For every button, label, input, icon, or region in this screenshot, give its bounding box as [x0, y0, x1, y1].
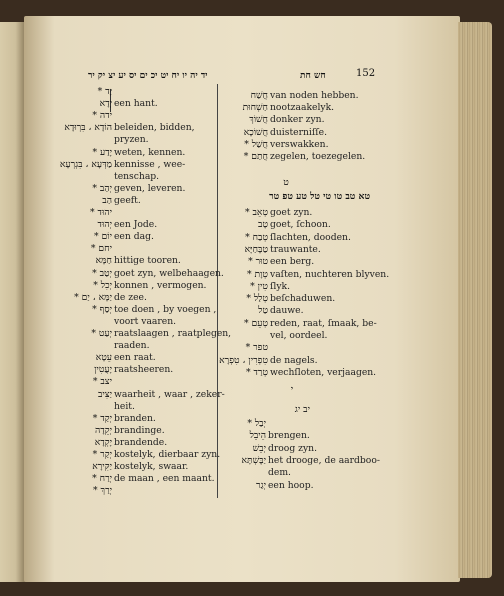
left-entry-translation: weten, kennen.: [114, 146, 186, 158]
left-entry-translation: hittige tooren.: [114, 255, 181, 267]
yod-entry-translation: een hoop.: [268, 479, 314, 491]
left-entry-translation: kostelyk, swaar.: [114, 461, 189, 473]
left-entry-translation: voort vaaren.: [114, 315, 177, 327]
teth-letter: ט: [283, 177, 289, 188]
yod-subheader: יב יג: [294, 404, 310, 415]
teth-entry-translation: goet, ſchoon.: [270, 219, 331, 231]
right-entry-translation: duisterniſſe.: [270, 126, 327, 138]
teth-entry-translation: goet zyn.: [270, 207, 313, 218]
yod-entry-headword: יַבֶּשְׁתָּא: [241, 454, 266, 466]
teth-entry-translation: een berg.: [270, 256, 315, 268]
left-entry-translation: heit.: [114, 400, 135, 412]
left-entry-headword: יְטַב *: [92, 267, 112, 279]
teth-entry-translation: wechſloten, verjaagen.: [270, 366, 377, 378]
yod-entry-translation: dem.: [268, 467, 291, 479]
left-entry-headword: יָדַע *: [92, 146, 112, 158]
left-entry-headword: יְדָא: [99, 98, 112, 110]
right-entry-headword: חֲשׁוֹךְ: [249, 114, 268, 126]
left-entry-headword: יָקְדָא: [94, 436, 112, 448]
left-entry-translation: geven, leveren.: [114, 182, 186, 194]
teth-entry-translation: beſchaduwen.: [270, 293, 336, 305]
teth-entry-headword: טִין *: [250, 280, 268, 292]
left-entry-headword: יחם *: [90, 243, 112, 255]
left-entry-headword: יְכִל *: [93, 279, 112, 291]
left-entry-headword: ידה *: [92, 110, 112, 122]
yod-entry-headword: יְבֵשׁ: [252, 442, 266, 454]
teth-entry-translation: dauwe.: [270, 305, 304, 317]
left-entry-translation: een dag.: [114, 231, 154, 243]
left-entry-translation: brandinge.: [114, 424, 165, 436]
left-entry-translation: konnen , vermogen.: [114, 279, 207, 291]
left-entry-translation: kennisse , wee-: [114, 158, 186, 170]
teth-entry-headword: טַבָּחַיָּא: [244, 243, 268, 255]
left-entry-headword: יְרַח *: [92, 473, 112, 485]
teth-entry-translation: vel, oordeel.: [270, 330, 328, 341]
teth-entry-translation: de nagels.: [270, 354, 318, 366]
left-entry-headword: יַקִּירָא: [92, 461, 112, 473]
teth-entry-headword: טוּר *: [248, 256, 268, 268]
left-entry-headword: יְקַר *: [92, 449, 112, 460]
left-entry-translation: geeft.: [114, 194, 141, 206]
teth-entry-headword: טְוָת *: [246, 268, 268, 280]
teth-entry-translation: ſlyk.: [270, 280, 291, 292]
right-entry-translation: zegelen, toezegelen.: [270, 151, 366, 162]
left-entry-translation: raatsheeren.: [114, 364, 174, 376]
left-entry-headword: יְעַט *: [91, 328, 112, 339]
left-column-header: יד יה יו יח יט יכ ים יס יע יצ יק יר: [88, 71, 208, 81]
teth-entry-translation: ſlachten, dooden.: [270, 231, 351, 243]
yod-entry-translation: droog zyn.: [268, 442, 318, 454]
left-entry-translation: tenschap.: [114, 170, 160, 182]
left-entry-headword: יָעֲטִין: [94, 364, 112, 376]
left-entry-headword: יוֹם *: [93, 231, 112, 243]
right-entry-translation: nootzaakelyk.: [270, 102, 335, 114]
right-entry-translation: van noden hebben.: [270, 90, 359, 101]
left-entry-headword: יְהַב *: [92, 182, 112, 194]
right-entry-translation: verswakken.: [270, 138, 329, 150]
right-entry-translation: donker zyn.: [270, 114, 325, 126]
right-entry-headword: חֲתַם *: [243, 151, 268, 162]
teth-entry-headword: טַל: [258, 305, 268, 317]
left-entry-translation: waarheit , waar , zeker-: [114, 388, 225, 400]
left-entry-headword: יְקַד *: [92, 412, 112, 424]
left-entry-headword: עֵטָא: [95, 352, 112, 364]
left-entry-headword: חַמָּא: [95, 255, 112, 267]
left-entry-headword: יַמָּא ، יַם *: [74, 291, 112, 303]
left-entry-translation: beleiden, bidden,: [114, 122, 195, 134]
teth-entry-translation: reden, raat, ſmaak, be-: [270, 317, 377, 329]
teth-entry-headword: טְעֵם *: [244, 317, 268, 329]
yod-entry-headword: הֵיבֵל: [249, 430, 266, 442]
teth-subheader: טא טב טו טי טל טע טפ טר: [269, 191, 370, 202]
left-entry-headword: יָד *: [97, 86, 112, 97]
yod-entry-translation: brengen.: [268, 430, 310, 442]
left-entry-translation: goet zyn, welbehaagen.: [114, 267, 224, 279]
page-stack-edge: [458, 22, 492, 578]
teth-entry-headword: טְבַח *: [245, 231, 268, 243]
left-entry-translation: een Jode.: [114, 219, 158, 231]
yod-entry-translation: het drooge, de aardboo-: [268, 454, 380, 466]
right-entry-headword: חַשְׁחוּת: [242, 102, 268, 114]
left-entry-translation: de maan , een maant.: [114, 473, 215, 485]
left-entry-headword: מַדְּעָא ، בִּגְרְעָא: [59, 158, 112, 170]
teth-entry-translation: vaſten, nuchteren blyven.: [270, 268, 390, 280]
left-entry-headword: יצב *: [92, 376, 112, 388]
left-entry-headword: יהוּד *: [90, 207, 112, 218]
left-entry-translation: toe doen , by voegen ,: [114, 303, 217, 315]
left-entry-translation: pryzen.: [114, 134, 149, 146]
left-entry-headword: יְרַךְ *: [93, 485, 112, 497]
teth-entry-translation: trauwante.: [270, 243, 321, 255]
left-entry-translation: kostelyk, dierbaar zyn.: [114, 449, 221, 460]
teth-entry-headword: טפר *: [245, 342, 268, 354]
right-entry-headword: חֲשַׁח: [250, 90, 268, 101]
teth-entry-headword: טְרַד *: [246, 366, 268, 378]
teth-entry-headword: טְלַל *: [246, 293, 268, 305]
yod-letter: י: [290, 384, 294, 395]
page-number: 152: [356, 68, 376, 79]
right-entry-headword: חֲשַׁל *: [244, 138, 268, 150]
right-column-header: חש חת: [300, 71, 326, 81]
teth-entry-headword: טִפְרִין ، טִפְרָא: [219, 354, 268, 366]
left-entry-translation: raaden.: [114, 340, 150, 352]
left-entry-translation: branden.: [114, 412, 156, 424]
right-entry-headword: חֲשׁוֹכָא: [243, 126, 268, 138]
left-entry-headword: יַצִּיב: [97, 388, 112, 400]
left-entry-translation: raatslaagen , raatplegen,: [114, 328, 232, 339]
left-entry-translation: een hant.: [114, 98, 158, 110]
left-entry-headword: הוֹדָא ، בִּרְוּדָא: [64, 122, 112, 134]
left-entry-headword: הַב: [102, 194, 112, 206]
yod-entry-headword: יְגַר: [256, 479, 266, 491]
left-entry-headword: יְסַף *: [92, 303, 112, 315]
left-entry-headword: יְקֵדָה: [94, 424, 112, 436]
left-entry-headword: יְהוּד: [97, 219, 112, 231]
left-entry-translation: brandende.: [114, 436, 168, 448]
left-entry-translation: de zee.: [114, 291, 147, 303]
teth-entry-headword: טְאֵב *: [244, 207, 268, 218]
yod-entry-headword: יְבַל *: [247, 418, 266, 429]
teth-entry-headword: טָב: [258, 219, 268, 231]
left-entry-translation: een raat.: [114, 352, 156, 364]
